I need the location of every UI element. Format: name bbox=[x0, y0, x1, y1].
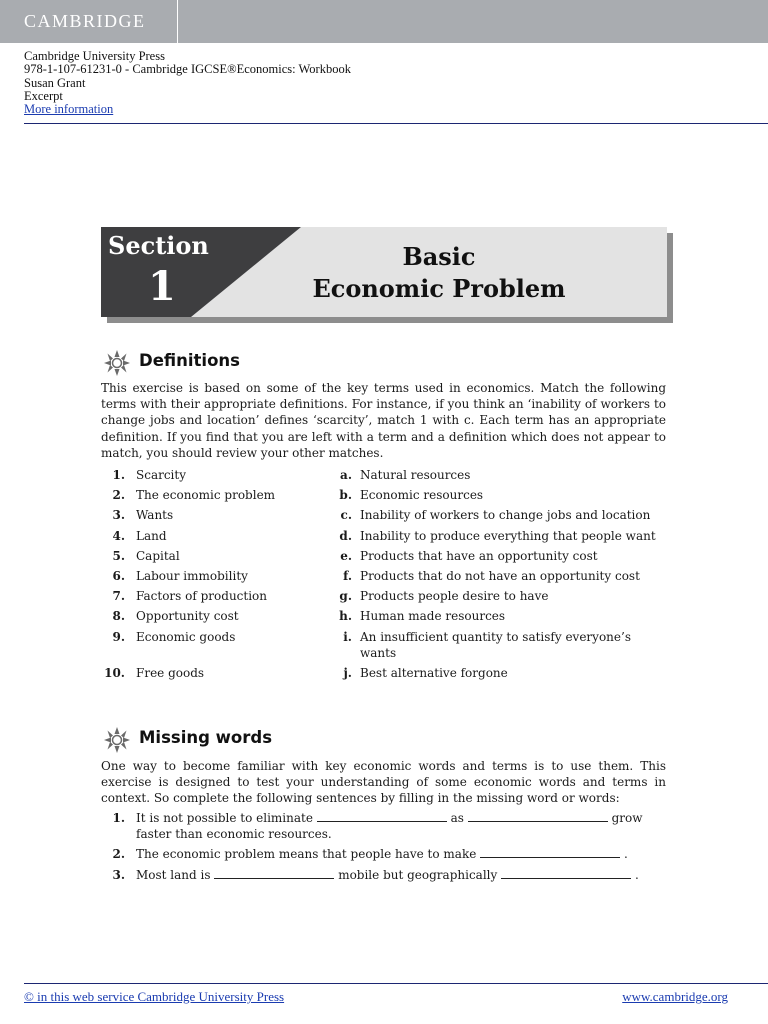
answer-blank[interactable] bbox=[480, 847, 620, 858]
definition-letter: g. bbox=[339, 589, 352, 604]
term-number: 4. bbox=[112, 528, 125, 543]
item-number: 1. bbox=[112, 811, 125, 825]
section-number: 1 bbox=[148, 263, 176, 310]
sentence-part: as bbox=[450, 811, 464, 825]
term-number: 3. bbox=[112, 508, 125, 523]
item-sentence bbox=[125, 846, 660, 862]
table-row bbox=[101, 568, 671, 584]
answer-blank[interactable] bbox=[214, 868, 334, 879]
cambridge-logo bbox=[0, 0, 178, 43]
definition-text: Human made resources bbox=[360, 609, 506, 624]
sentence-part: Most land is bbox=[136, 867, 211, 882]
definition-letter: b. bbox=[339, 488, 352, 503]
term-number: 5. bbox=[112, 548, 125, 563]
list-item bbox=[101, 846, 671, 862]
term-number: 6. bbox=[112, 569, 125, 584]
sentence-part: . bbox=[623, 847, 628, 862]
header-divider bbox=[24, 123, 768, 124]
term-number: 1. bbox=[112, 468, 125, 482]
term-text: Free goods bbox=[136, 666, 205, 681]
definition-letter: f. bbox=[343, 569, 352, 584]
sentence-part: It is not possible to eliminate bbox=[136, 811, 313, 825]
term-text: Capital bbox=[136, 548, 180, 563]
term-number: 10. bbox=[104, 666, 125, 681]
term-text: Land bbox=[136, 528, 167, 543]
answer-blank[interactable] bbox=[501, 868, 631, 879]
term-number: 9. bbox=[112, 629, 125, 644]
definition-letter: d. bbox=[339, 528, 352, 543]
sentence-part: . bbox=[634, 867, 639, 882]
definition-text: Products that do not have an opportunity cost bbox=[360, 569, 640, 584]
definitions-intro: This exercise is based on some of the key terms used in economics. Match the following terms with their appropriate definitions. For instance, if you think an ‘inability of workers to change jobs and location’ defines ‘scarcity’, match 1 with c. Each term has an appropriate definition. If you find that you are left with a term and a definition which does not appear to match, you should review your other matches. bbox=[101, 381, 666, 460]
table-row bbox=[101, 588, 671, 604]
missing-words-intro: One way to become familiar with key economic words and terms is to use them. This exercise is designed to test your understanding of some economic words and terms in context. So complete the following sentences by filling in the missing word or words: bbox=[101, 759, 666, 806]
cog-wheel-icon bbox=[101, 726, 133, 754]
table-row bbox=[101, 487, 671, 503]
term-text: Opportunity cost bbox=[136, 609, 239, 624]
definition-letter: h. bbox=[339, 609, 352, 624]
copyright-link[interactable]: © in this web service Cambridge University Press bbox=[24, 989, 285, 1004]
table-row bbox=[101, 629, 671, 661]
document-meta bbox=[24, 50, 351, 116]
more-information-link[interactable]: More information bbox=[24, 102, 114, 117]
term-text: Labour immobility bbox=[136, 569, 248, 584]
section-title-line2: Economic Problem bbox=[312, 274, 566, 303]
term-text: Scarcity bbox=[136, 468, 186, 482]
list-item bbox=[101, 867, 671, 883]
sentence-part: mobile but geographically bbox=[338, 867, 498, 882]
definition-letter: j. bbox=[343, 666, 352, 681]
term-number: 8. bbox=[112, 609, 125, 624]
missing-words-title: Missing words bbox=[139, 728, 273, 747]
sentence-part: grow bbox=[611, 811, 643, 825]
sentence-part: The economic problem means that people have to make bbox=[136, 847, 477, 862]
cambridge-website-link[interactable]: www.cambridge.org bbox=[622, 989, 728, 1004]
definition-text: Products people desire to have bbox=[360, 589, 549, 604]
section-banner bbox=[101, 227, 667, 317]
term-text: The economic problem bbox=[136, 488, 276, 503]
definition-text: An insufficient quantity to satisfy everyone’s wants bbox=[360, 629, 631, 660]
brand-text: CAMBRIDGE bbox=[24, 11, 146, 31]
definition-text: Best alternative forgone bbox=[360, 666, 508, 681]
definition-text: Inability of workers to change jobs and location bbox=[360, 508, 651, 523]
term-number: 7. bbox=[112, 589, 125, 604]
table-row bbox=[101, 528, 671, 544]
definition-text: Economic resources bbox=[360, 488, 484, 503]
excerpt-label: Excerpt bbox=[24, 88, 63, 103]
table-row bbox=[101, 665, 671, 681]
top-banner bbox=[0, 0, 768, 43]
list-item bbox=[101, 810, 671, 842]
missing-words-list bbox=[101, 810, 671, 883]
section-box bbox=[101, 227, 667, 317]
term-number: 2. bbox=[112, 488, 125, 503]
sentence-part: faster than economic resources. bbox=[136, 827, 332, 842]
definition-text: Natural resources bbox=[360, 468, 471, 482]
answer-blank[interactable] bbox=[468, 811, 608, 822]
author: Susan Grant bbox=[24, 75, 86, 90]
item-number: 3. bbox=[112, 867, 125, 882]
definition-letter: a. bbox=[340, 468, 352, 482]
term-text: Wants bbox=[136, 508, 174, 523]
answer-blank[interactable] bbox=[317, 811, 447, 822]
definition-letter: c. bbox=[340, 508, 352, 523]
section-title-line1: Basic bbox=[402, 242, 476, 271]
section-word: Section bbox=[108, 231, 209, 260]
definition-letter: i. bbox=[343, 629, 352, 644]
section-title bbox=[269, 241, 609, 305]
term-text: Economic goods bbox=[136, 629, 236, 644]
definition-letter: e. bbox=[340, 548, 352, 563]
table-row bbox=[101, 548, 671, 564]
item-sentence bbox=[125, 867, 660, 883]
isbn-title: 978-1-107-61231-0 - Cambridge IGCSE®Economics: Workbook bbox=[24, 62, 351, 77]
table-row bbox=[101, 608, 671, 624]
definitions-list bbox=[101, 467, 671, 681]
footer-divider bbox=[24, 983, 768, 984]
definitions-title: Definitions bbox=[139, 351, 240, 370]
term-text: Factors of production bbox=[136, 589, 268, 604]
table-row bbox=[101, 467, 671, 483]
definition-text: Products that have an opportunity cost bbox=[360, 548, 598, 563]
item-sentence bbox=[125, 810, 660, 842]
item-number: 2. bbox=[112, 847, 125, 862]
definition-text: Inability to produce everything that people want bbox=[360, 528, 656, 543]
publisher: Cambridge University Press bbox=[24, 49, 165, 63]
cog-wheel-icon bbox=[101, 349, 133, 377]
table-row bbox=[101, 507, 671, 523]
